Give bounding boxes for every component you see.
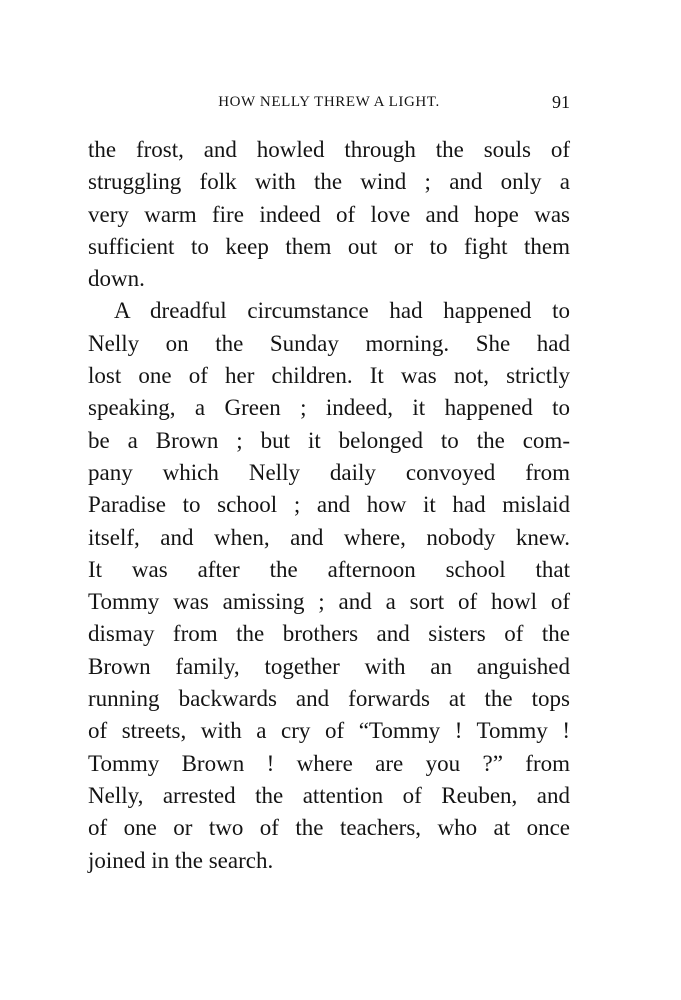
text-line: pany which Nelly daily convoyed from [88,459,570,485]
text-line: dismay from the brothers and sisters of the [88,621,570,647]
text-line: Nelly on the Sunday morning. She had [88,330,570,356]
text-line: struggling folk with the wind ; and only a [88,169,570,195]
text-line: of one or two of the teachers, who at once [88,815,570,841]
text-line: Tommy was amissing ; and a sort of howl of [88,589,570,615]
running-head [88,92,570,116]
text-line: running backwards and forwards at the tops [88,686,570,712]
text-line: lost one of her children. It was not, strictly [88,363,570,389]
text-line: Tommy Brown ! where are you ?” from [88,750,570,776]
running-title: HOW NELLY THREW A LIGHT. [218,94,440,110]
text-line: speaking, a Green ; indeed, it happened to [88,395,570,421]
text-line: very warm fire indeed of love and hope was [88,201,570,227]
text-line: Brown family, together with an anguished [88,653,570,679]
text-line: be a Brown ; but it belonged to the com- [88,427,570,453]
text-line: itself, and when, and where, nobody knew. [88,524,570,550]
page-number: 91 [552,92,570,112]
text-line: down. [88,266,145,292]
paragraph-start-line: A dreadful circumstance had happened to [114,298,570,324]
text-line: the frost, and howled through the souls of [88,137,570,162]
text-line: joined in the search. [88,847,274,873]
text-line: It was after the afternoon school that [88,556,570,582]
text-line: Paradise to school ; and how it had mislaid [88,492,570,518]
text-line: sufficient to keep them out or to fight them [88,233,570,259]
body-text [88,134,570,877]
text-line: Nelly, arrested the attention of Reuben, and [88,782,570,808]
text-line: of streets, with a cry of “Tommy ! Tommy ! [88,718,570,744]
